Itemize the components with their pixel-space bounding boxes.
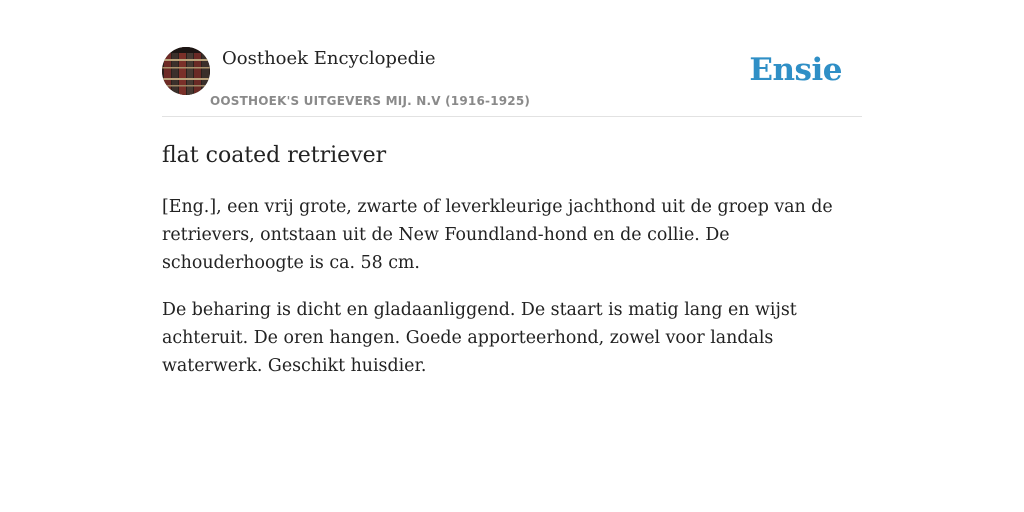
source-title[interactable]: Oosthoek Encyclopedie xyxy=(222,48,436,69)
entry-header xyxy=(162,46,862,117)
ensie-logo[interactable]: Ensie xyxy=(749,52,842,88)
entry-title: flat coated retriever xyxy=(162,143,387,168)
entry-paragraph-1: [Eng.], een vrij grote, zwarte of leverkleurige jachthond uit de groep van de retrievers, ontstaan uit de New Foundland-hond en de collie. De schouderhoogte is ca. 58 cm. xyxy=(162,197,833,273)
entry-paragraph-2: De beharing is dicht en gladaanliggend. De staart is matig lang en wijst achteruit. De oren hangen. Goede apporteerhond, zowel voor landals waterwerk. Geschikt huisdier. xyxy=(162,300,797,376)
publisher-label: OOSTHOEK'S UITGEVERS MIJ. N.V (1916-1925) xyxy=(210,94,531,108)
book-spines-icon xyxy=(162,47,210,95)
source-avatar[interactable] xyxy=(162,47,210,95)
encyclopedia-entry-card xyxy=(162,46,862,380)
